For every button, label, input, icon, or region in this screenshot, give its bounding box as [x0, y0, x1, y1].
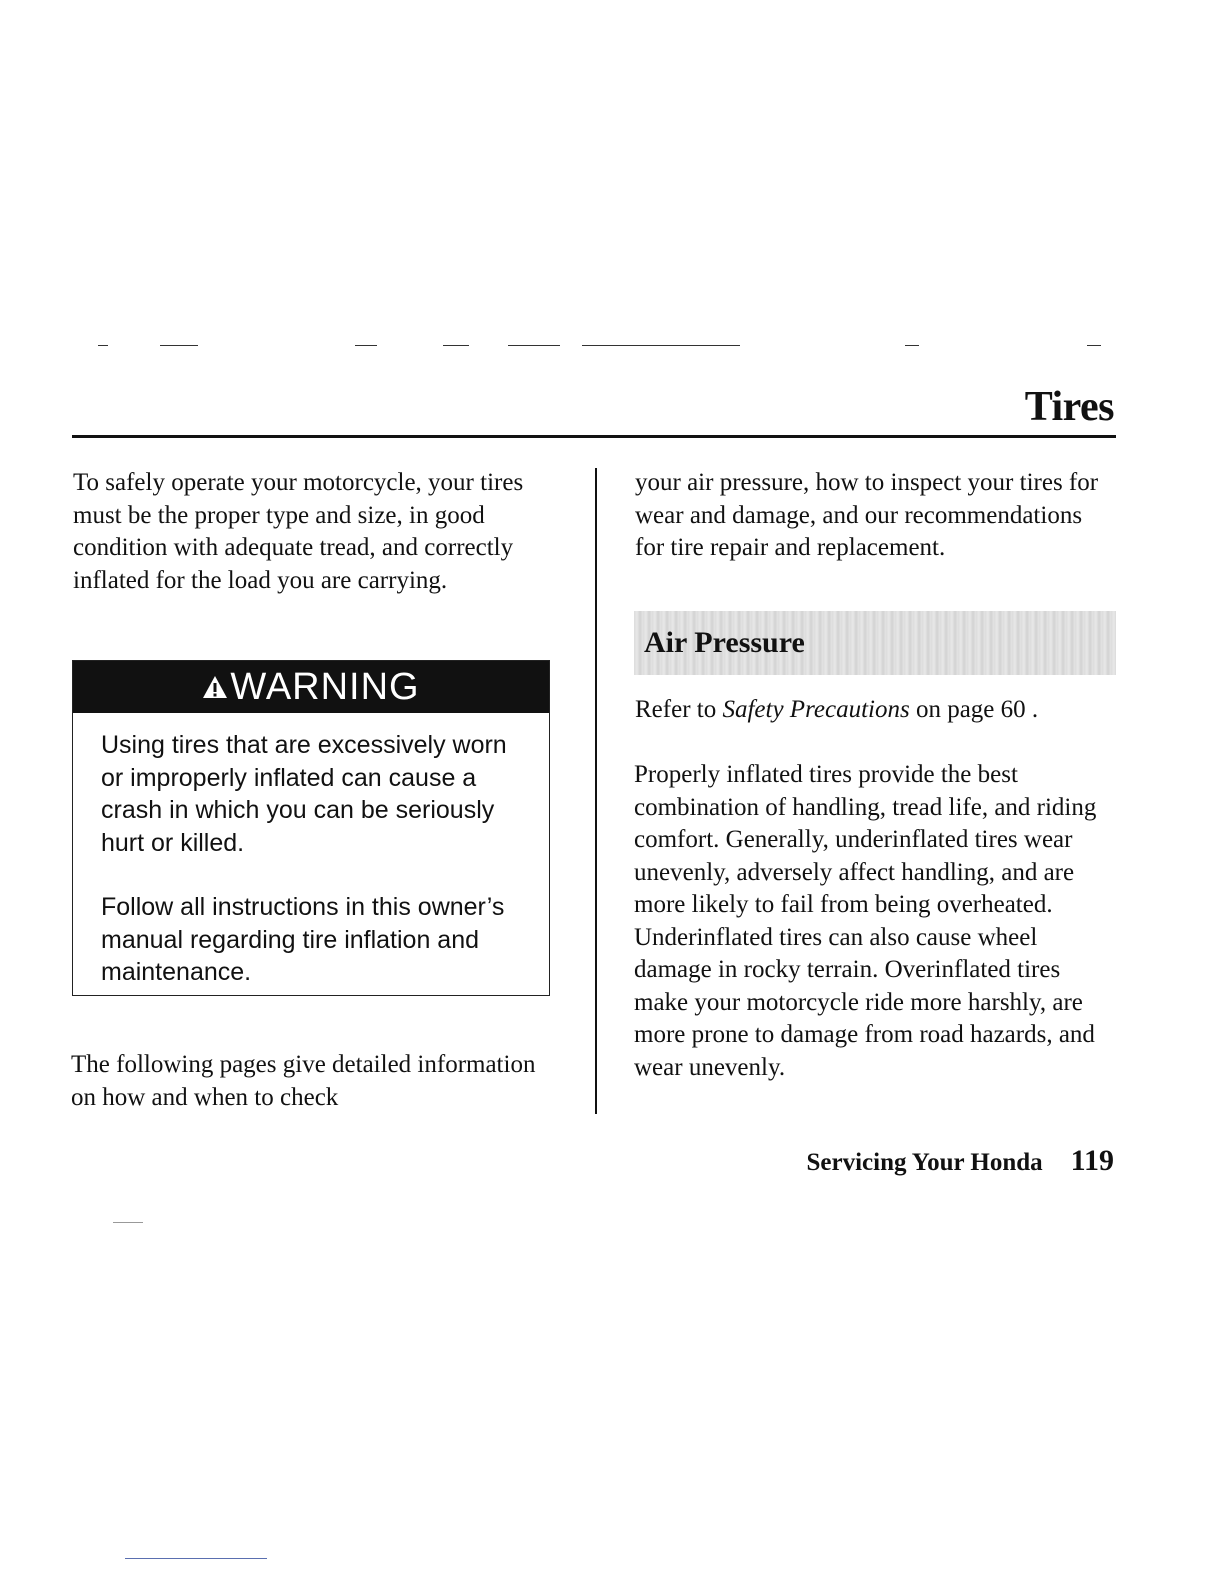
- scan-artifact-bottom: [125, 1558, 267, 1559]
- warning-heading: WARNING: [230, 665, 420, 708]
- air-pressure-paragraph: Properly inflated tires provide the best combination of handling, tread life, and riding comfort. Generally, underinflated tires wear unevenly, adversely affect handling, and are more likely to fail from being overheated. Underinflated tires can also cause wheel damage in rocky terrain. Overinflated tires make your motorcycle ride more harshly, are more prone to damage from road hazards, and wear unevenly.: [634, 761, 1097, 1081]
- column-divider: [595, 468, 597, 1114]
- continued-paragraph: your air pressure, how to inspect your tires for wear and damage, and our recommendations for tire repair and replacement.: [635, 469, 1099, 561]
- warning-text-2: Follow all instructions in this owner’s manual regarding tire inflation and maintenance.: [101, 893, 505, 986]
- warning-text-1: Using tires that are excessively worn or improperly inflated can cause a crash in which you can be seriously hurt or killed.: [101, 731, 507, 857]
- page-title: Tires: [1024, 384, 1114, 430]
- safety-precautions-reference: Safety Precautions: [722, 696, 910, 723]
- refer-suffix: on page 60 .: [909, 696, 1039, 723]
- page-number: 119: [1070, 1144, 1114, 1177]
- air-pressure-banner: [634, 611, 1116, 675]
- air-pressure-heading: Air Pressure: [644, 626, 805, 659]
- following-paragraph: The following pages give detailed information on how and when to check: [71, 1051, 536, 1111]
- scan-artifact: [508, 345, 560, 346]
- warning-body: [73, 713, 549, 989]
- title-rule: [72, 435, 1116, 438]
- warning-header: [73, 661, 549, 713]
- refer-line: [635, 694, 1115, 727]
- scan-artifact: [1087, 345, 1101, 346]
- scan-artifact: [905, 345, 919, 346]
- scan-artifact: [98, 345, 108, 346]
- refer-prefix: Refer to: [635, 696, 723, 723]
- scan-artifact: [160, 345, 198, 346]
- scan-artifact: [355, 345, 377, 346]
- scan-artifact: [443, 345, 469, 346]
- intro-paragraph: To safely operate your motorcycle, your tires must be the proper type and size, in good condition with adequate tread, and correctly inflated for the load you are carrying.: [73, 469, 524, 594]
- warning-triangle-icon: [202, 674, 228, 700]
- warning-box: [72, 660, 550, 996]
- footer-section-title: Servicing Your Honda: [806, 1149, 1043, 1176]
- page-footer: [806, 1144, 1114, 1178]
- scan-artifact: [582, 345, 740, 346]
- scan-artifact: [113, 1222, 143, 1223]
